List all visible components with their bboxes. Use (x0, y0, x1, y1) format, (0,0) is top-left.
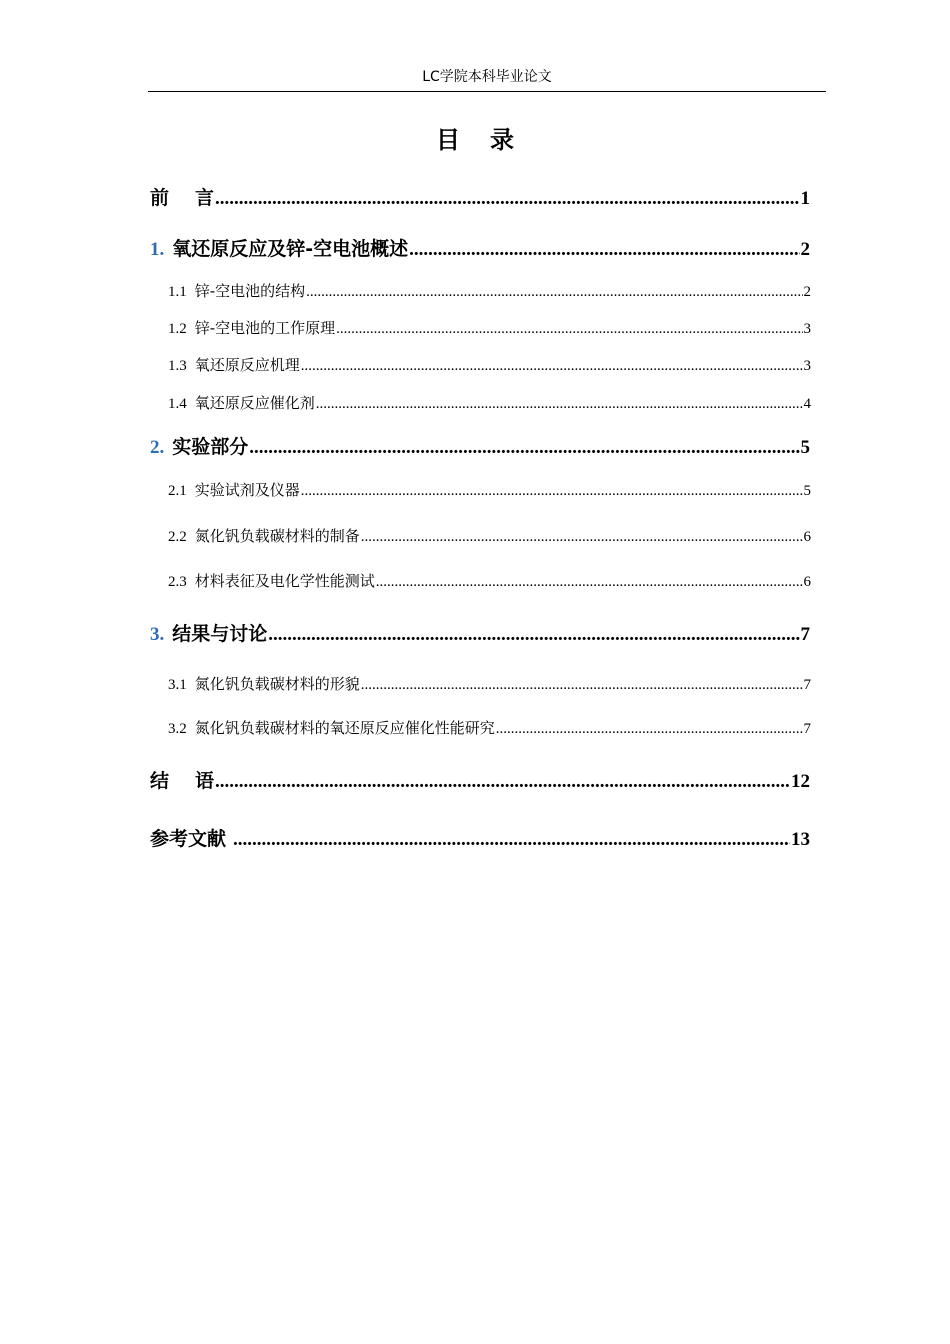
toc-page-number: 7 (803, 677, 811, 693)
toc-entry-1-4[interactable] (168, 392, 811, 413)
toc-page-number: 2 (803, 284, 811, 300)
leader-dots (336, 321, 802, 338)
toc-entry-1-1[interactable] (168, 280, 811, 301)
toc-entry-preface[interactable] (150, 183, 810, 210)
leader-dots (233, 829, 790, 851)
toc-entry-label: 前 言 (150, 187, 215, 209)
toc-entry-label: 1. 氧还原反应及锌-空电池概述 (150, 238, 409, 260)
leader-dots (361, 677, 803, 694)
page-header: LC学院本科毕业论文 (422, 69, 552, 85)
leader-dots (306, 284, 802, 301)
toc-entry-label: 1.3 氧还原反应机理 (168, 356, 300, 374)
toc-entry-label: 2.3 材料表征及电化学性能测试 (168, 572, 375, 590)
toc-entry-conclusion[interactable] (150, 766, 810, 793)
toc-entry-1-3[interactable] (168, 354, 811, 375)
leader-dots (215, 771, 790, 793)
toc-page-number: 5 (803, 483, 811, 499)
toc-entry-label: 2.1 实验试剂及仪器 (168, 481, 300, 499)
toc-page-number: 3 (803, 358, 811, 374)
toc-page-number: 4 (803, 396, 811, 412)
leader-dots (249, 437, 799, 459)
toc-page-number: 7 (803, 721, 811, 737)
leader-dots (301, 358, 803, 375)
toc-page-number: 5 (800, 437, 810, 458)
toc-entry-1-2[interactable] (168, 317, 811, 338)
toc-entry-3-2[interactable] (168, 717, 811, 738)
leader-dots (268, 624, 799, 646)
leader-dots (496, 721, 803, 738)
toc-entry-label: 1.2 锌-空电池的工作原理 (168, 319, 336, 337)
header-rule (148, 91, 826, 92)
toc-entry-label: 2.2 氮化钒负载碳材料的制备 (168, 527, 360, 545)
toc-page-number: 13 (791, 829, 810, 850)
toc-entry-3-1[interactable] (168, 673, 811, 694)
leader-dots (316, 396, 803, 413)
chapter-number: 3. (150, 624, 165, 645)
toc-page-number: 6 (803, 529, 811, 545)
toc-entry-label: 3.1 氮化钒负载碳材料的形貌 (168, 675, 360, 693)
toc-page-number: 2 (800, 239, 810, 260)
toc-entry-label: 2. 实验部分 (150, 436, 249, 458)
toc-entry-2-3[interactable] (168, 570, 811, 591)
toc-entry-chapter-2[interactable] (150, 432, 810, 459)
toc-entry-2-2[interactable] (168, 525, 811, 546)
toc-entry-chapter-1[interactable] (150, 234, 810, 261)
toc-entry-label: 1.1 锌-空电池的结构 (168, 282, 306, 300)
chapter-number: 2. (150, 437, 165, 458)
toc-entry-label: 1.4 氧还原反应催化剂 (168, 394, 315, 412)
toc-page-number: 1 (800, 188, 810, 209)
chapter-number: 1. (150, 239, 165, 260)
leader-dots (361, 529, 803, 546)
toc-entry-chapter-3[interactable] (150, 619, 810, 646)
toc-title: 目录 (436, 126, 544, 154)
leader-dots (376, 574, 803, 591)
leader-dots (409, 239, 799, 261)
toc-page-number: 12 (791, 771, 810, 792)
toc-entry-label: 3. 结果与讨论 (150, 623, 268, 645)
toc-entry-label: 结 语 (150, 770, 215, 792)
toc-entry-label: 3.2 氮化钒负载碳材料的氧还原反应催化性能研究 (168, 719, 495, 737)
leader-dots (301, 483, 803, 500)
toc-page-number: 6 (803, 574, 811, 590)
leader-dots (215, 188, 799, 210)
toc-entry-label: 参考文献 (150, 828, 227, 850)
toc-entry-references[interactable] (150, 824, 810, 851)
toc-entry-2-1[interactable] (168, 479, 811, 500)
toc-page-number: 7 (800, 624, 810, 645)
toc-page-number: 3 (803, 321, 811, 337)
